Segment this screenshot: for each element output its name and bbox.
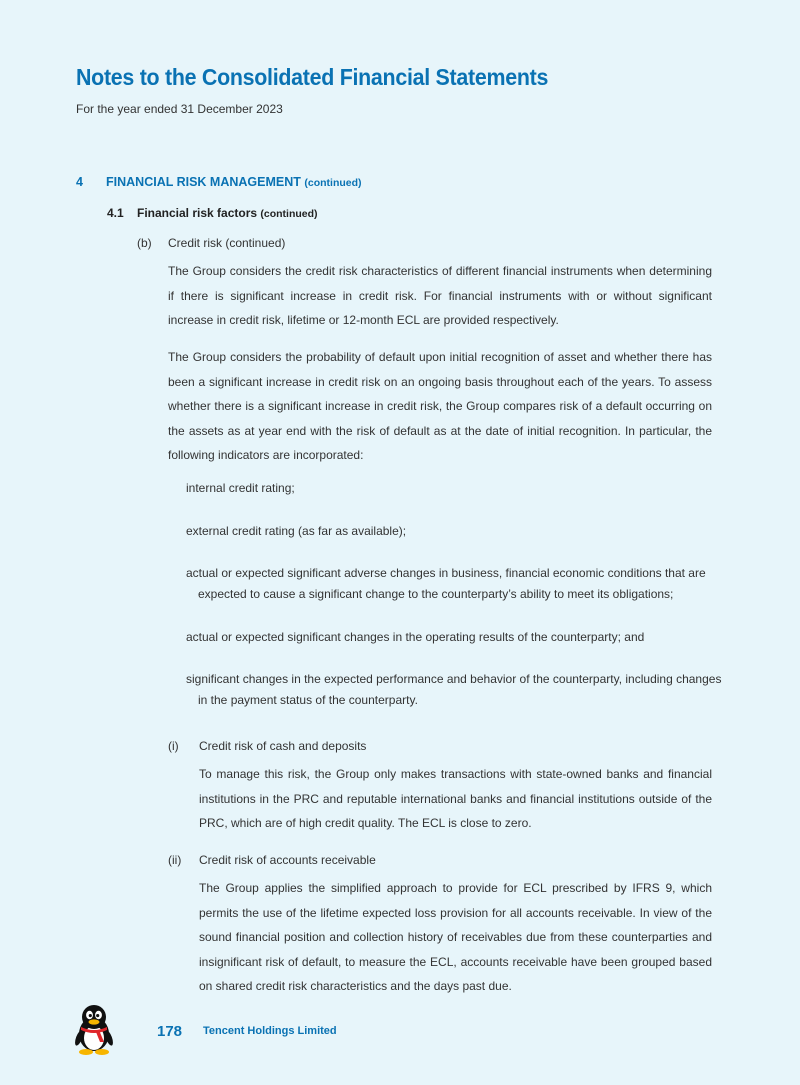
subsection-number: 4.1	[107, 206, 124, 220]
item-ii-marker: (ii)	[168, 853, 182, 867]
section-title: FINANCIAL RISK MANAGEMENT	[106, 175, 301, 189]
page-number: 178	[157, 1023, 183, 1040]
indicator-item: actual or expected significant changes in the operating results of the counterparty; and	[186, 630, 645, 644]
section-heading	[76, 175, 362, 189]
page-title: Notes to the Consolidated Financial Statements	[76, 64, 549, 90]
indicator-item: actual or expected significant adverse changes in business, financial economic conditions that are expected to cause a significant change to the counterparty’s ability to meet its obligations;	[186, 566, 706, 601]
indicator-item: internal credit rating;	[186, 481, 295, 495]
subsection-suffix: (continued)	[260, 208, 318, 220]
item-i-paragraph: To manage this risk, the Group only makes transactions with state-owned banks and financial institutions in the PRC and reputable international banks and financial institutions outside of the PRC, which are of high credit quality. The ECL is close to zero.	[199, 767, 712, 830]
indicator-item: significant changes in the expected performance and behavior of the counterparty, including changes in the payment status of the counterparty.	[186, 672, 722, 707]
item-ii-heading	[168, 853, 376, 867]
section-number: 4	[76, 175, 83, 189]
item-i-title: Credit risk of cash and deposits	[199, 739, 367, 753]
section-suffix: (continued)	[304, 177, 362, 189]
indicator-item: external credit rating (as far as available);	[186, 524, 407, 538]
company-name: Tencent Holdings Limited	[203, 1025, 337, 1037]
item-b-marker: (b)	[137, 236, 152, 250]
subsection-title: Financial risk factors	[137, 206, 258, 220]
penguin-logo-icon	[72, 1002, 116, 1056]
item-i-heading	[168, 739, 366, 753]
item-b-paragraph-1: The Group considers the credit risk characteristics of different financial instruments when determining if there is significant increase in credit risk. For financial instruments with or without significant increase in credit risk, lifetime or 12-month ECL are provided respectively.	[168, 264, 712, 327]
item-ii-paragraph: The Group applies the simplified approach to provide for ECL prescribed by IFRS 9, which permits the use of the lifetime expected loss provision for all accounts receivable. In view of the sound financial position and collection history of receivables due from these counterparties and insignificant risk of default, to measure the ECL, accounts receivable have been grouped based on shared credit risk characteristics and the days past due.	[199, 881, 712, 993]
item-b-title: Credit risk (continued)	[168, 236, 286, 250]
page-subtitle: For the year ended 31 December 2023	[76, 102, 283, 116]
item-i-marker: (i)	[168, 739, 179, 753]
subsection-heading	[107, 206, 318, 220]
item-b-heading	[137, 236, 285, 250]
item-b-paragraph-2: The Group considers the probability of default upon initial recognition of asset and whether there has been a significant increase in credit risk on an ongoing basis throughout each of the years. To assess whether there is a significant increase in credit risk, the Group compares risk of a default occurring on the assets as at year end with the risk of default as at the date of initial recognition. In particular, the following indicators are incorporated:	[168, 350, 712, 462]
item-ii-title: Credit risk of accounts receivable	[199, 853, 376, 867]
